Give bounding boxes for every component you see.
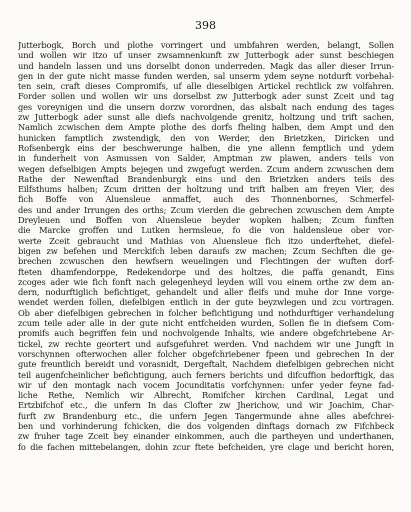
text-line: bigen zw befehen und Merckifch leben daraufs zw machen; Zcum Sechften die ge- xyxy=(18,245,394,256)
text-line: und handeln lassen und uns dorselbt donon underreden. Magk das aller dieser Irrun- xyxy=(18,60,394,71)
text-line: die Marcke groffen und Lutken hermsleue, fo die von haldensleue ober vor- xyxy=(18,225,394,236)
text-line: furft zw Brandenburg etc., die unfern Jegen Tangermunde ahne alles abefchrei- xyxy=(18,410,394,421)
text-line: werte Zceit gebraucht und Mathias von Aluensleue fich itzo underftehet, diefel- xyxy=(18,235,394,246)
text-line: zcoges ader wie fich fonft nach gelegenheyd leyden will vou einem orthe zw dem an- xyxy=(18,276,394,287)
text-line: Dreyleuen und Boffen von Aluensleue beyder wopken halben; Zcum funften xyxy=(18,215,394,226)
text-line: vorschynnen ofterwochen aller folcher obgefchriebener fpeen und gebrechen In der xyxy=(18,348,394,359)
text-line: wir uf den montagk nach vocem Jocunditatis vorfchynnen: unfer yeder feyne fad- xyxy=(18,379,394,390)
text-line: promifs auch begriffen fein und nochvolgende Inhalts, wie andere obgefchriebene Ar- xyxy=(18,328,394,339)
body-text xyxy=(18,40,394,452)
text-line: Ob aber diefelbigen gebrechen in folcher befichtigung und nothdurftiger verhandelung xyxy=(18,307,394,318)
text-line: Forder sollen und wollen wir uns dorselbst zw Jutterbogk ader sunst Zceit und tag xyxy=(18,91,394,102)
text-line: Namlich zcwischen dem Ampte plothe des dorfs fheling halben, dem Ampt und den xyxy=(18,122,394,133)
text-line: wendet werden follen, diefelbigen entlich in der gute beyzwlegen und zcu vortragen. xyxy=(18,297,394,308)
text-line: des und ander Irrungen des orths; Zcum vierden die gebrechen zcwuschen dem Ampte xyxy=(18,204,394,215)
text-line: Rofsenbergk eins der beschwerunge halben, die yne allenn femptlich und ydem xyxy=(18,142,394,153)
text-line: fich Boffe von Aluensleue anmaffet, auch des Thonnenbornes, Schmerfel- xyxy=(18,194,394,205)
text-line: teil augenfcheinlicher befichtigung, auch ferners berichts und difcuffion bedorftigk, das xyxy=(18,369,394,380)
text-line: gen in der gute nicht masse funden werden, sal unserm ydem seyne notdurft vorbehal- xyxy=(18,70,394,81)
text-line: Jutterbogk, Borch und plothe vorringert und umbfahren werden, belangt, Sollen xyxy=(18,40,394,50)
text-line: ten sein, craft dieses Compromifs, uf alle dieselbigen Artickel rechtlick zw volfahren. xyxy=(18,81,394,92)
text-line: Ertzbifchof etc., die unfern In das Clofter zw Jherichow, und wir Joachim, Char- xyxy=(18,400,394,411)
text-line: brechen zcwuschen den hewfsern weuelingen und Flechtingen der wuften dorf- xyxy=(18,256,394,267)
text-line: fo die fachen mittebelangen, dohin zcur ftete befcheiden, yre clage und bericht horen, xyxy=(18,441,394,452)
text-line: dern, nodurftiglich befichtiget, gehandelt und aller fleifs und muhe dor Inne vorge- xyxy=(18,287,394,298)
text-line: und wollen wir itzo uf unser zwsamnenkunft zw Jutterbogk ader sunst beschiegen xyxy=(18,50,394,61)
text-line: liche Rethe, Nemlich wir Albrecht, Romifcher kirchen Cardinal, Legat und xyxy=(18,390,394,401)
text-line: Rathe der Newenftad Brandenburgk eins und den Brietzken anders teils des xyxy=(18,173,394,184)
text-line: zw Jutterbogk ader sunst alle diefs nachvolgende grenitz, holtzung und trift sachen, xyxy=(18,112,394,123)
text-line: gute freuntlich bereidt und vorasnidt, Dergeftalt, Nachdem diefelbigen gebrechen nicht xyxy=(18,359,394,370)
text-line: zcum teile ader alle in der gute nicht entfcheiden wurden, Sollen fie in diefsem Com- xyxy=(18,318,394,329)
text-line: in funderheit von Asmussen von Salder, Amptman zw plawen, anders teils von xyxy=(18,153,394,164)
text-line: ges voreynigen und die unsern dorzw vorordnen, das alsbalt nach endung des tages xyxy=(18,101,394,112)
page-number: 398 xyxy=(195,19,216,32)
text-line: zw fruher tage Zceit bey einander einkommen, auch die partheyen und underthanen, xyxy=(18,431,394,442)
text-line: ben und vorhinderung fchicken, die dos volgenden dinftags dornach zw Fifchbeck xyxy=(18,420,394,431)
text-line: tickel, zw rechte geortert und aufsgefuhret werden. Vnd nachdem wir une Jungft in xyxy=(18,338,394,349)
text-line: fteten dhamfendorppe, Redekendorpe und des holtzes, die paffa genandt, Eins xyxy=(18,266,394,277)
text-line: hunicken famptlich zwstendigk, den von Werder, den Brietzken, Diricken und xyxy=(18,132,394,143)
text-line: wegen defselbigen Ampts bejegen und zwgefugt werden. Zcum andern zcwuschen dem xyxy=(18,163,394,174)
text-line: Eilfsthums halben; Zcum dritten der holtzung und trift halben am freyen Vier, des xyxy=(18,184,394,195)
